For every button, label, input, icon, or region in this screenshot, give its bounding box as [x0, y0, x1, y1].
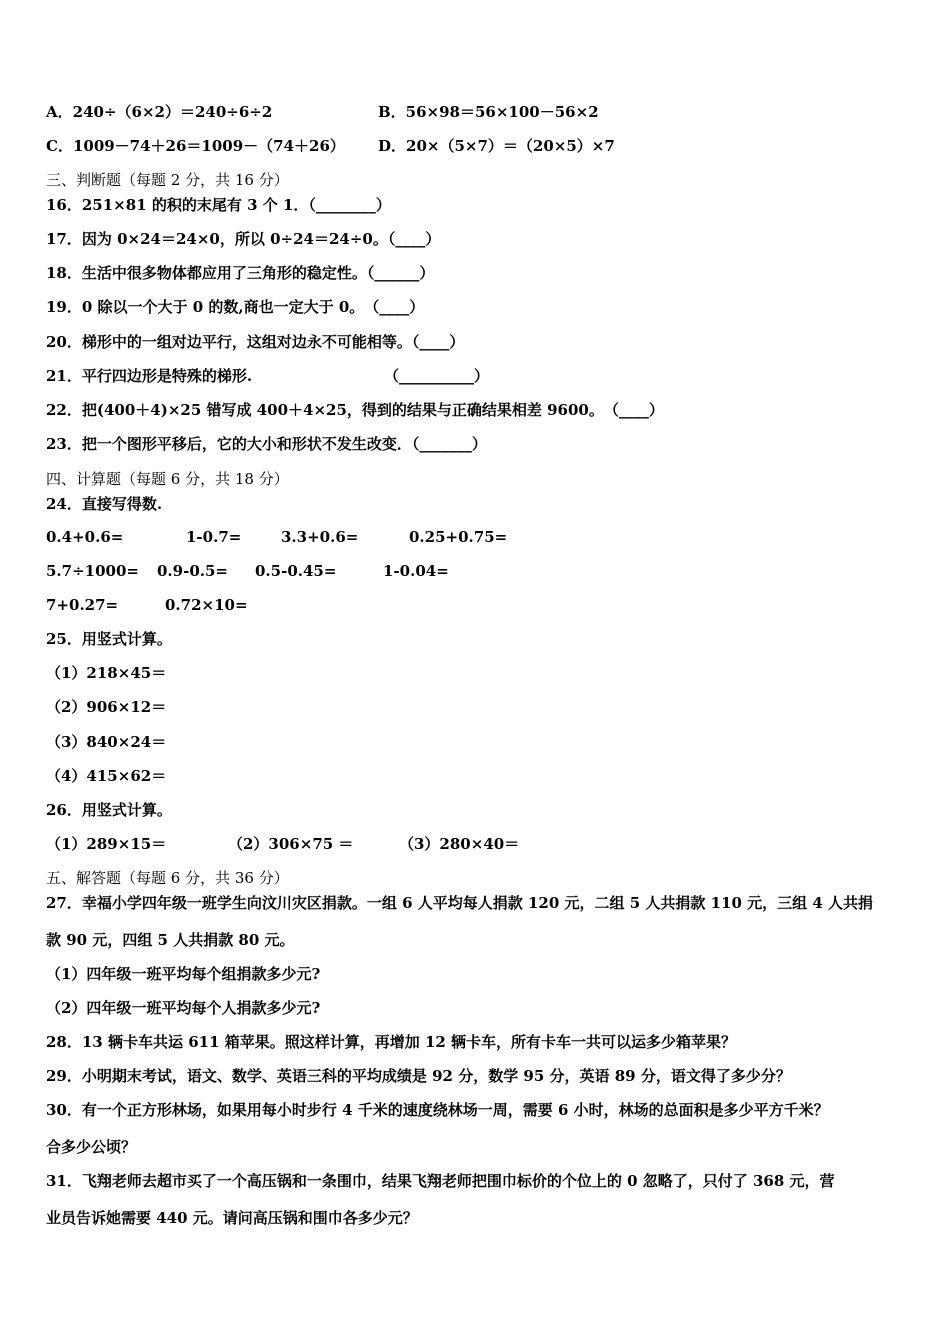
question-20: 20．梯形中的一组对边平行，这组对边永不可能相等。（____）: [46, 333, 465, 351]
q25-item-4: （4）415×62＝: [46, 767, 167, 785]
q25-item-3: （3）840×24＝: [46, 733, 167, 751]
calc-item: 0.72×10=: [165, 596, 248, 614]
question-28: 28．13 辆卡车共运 611 箱苹果。照这样计算，再增加 12 辆卡车，所有卡车一共可以运多少箱苹果？: [46, 1033, 737, 1051]
question-24: 24．直接写得数.: [46, 495, 163, 513]
q26-item-1: （1）289×15＝: [46, 835, 167, 853]
q27-sub-1: （1）四年级一班平均每个组捐款多少元?: [46, 965, 321, 983]
question-23: 23．把一个图形平移后，它的大小和形状不发生改变．（_______）: [46, 435, 487, 453]
calc-item: 5.7÷1000=: [46, 562, 139, 580]
q26-item-2: （2）306×75 ＝: [228, 835, 354, 853]
question-21: 21．平行四边形是特殊的梯形.: [46, 367, 253, 385]
section-3-title: 三、判断题（每题 2 分，共 16 分）: [46, 171, 289, 189]
question-30-line-2: 合多少公顷？: [46, 1138, 137, 1156]
section-4-title: 四、计算题（每题 6 分，共 18 分）: [46, 470, 289, 488]
question-21-blank: （__________）: [384, 367, 490, 385]
calc-item: 1-0.04=: [383, 562, 449, 580]
calc-item: 0.5-0.45=: [255, 562, 337, 580]
question-26: 26．用竖式计算。: [46, 801, 172, 819]
question-18: 18．生活中很多物体都应用了三角形的稳定性。（______）: [46, 264, 435, 282]
choice-b: B．56×98＝56×100－56×2: [378, 103, 599, 121]
calc-item: 3.3+0.6=: [281, 528, 359, 546]
q26-item-3: （3）280×40＝: [399, 835, 520, 853]
calc-item: 0.9-0.5=: [157, 562, 228, 580]
calc-item: 0.25+0.75=: [409, 528, 508, 546]
question-31-line-2: 业员告诉她需要 440 元。请问高压锅和围巾各多少元？: [46, 1209, 418, 1227]
question-22: 22．把(400＋4)×25 错写成 400＋4×25，得到的结果与正确结果相差 9600。 （____）: [46, 401, 664, 419]
q25-item-1: （1）218×45＝: [46, 664, 167, 682]
question-27-line-2: 款 90 元，四组 5 人共捐款 80 元。: [46, 931, 295, 949]
question-29: 29．小明期末考试，语文、数学、英语三科的平均成绩是 92 分，数学 95 分，英语 89 分，语文得了多少分？: [46, 1067, 791, 1085]
calc-item: 7+0.27=: [46, 596, 119, 614]
q27-sub-2: （2）四年级一班平均每个人捐款多少元?: [46, 999, 321, 1017]
q25-item-2: （2）906×12＝: [46, 698, 167, 716]
question-19: 19．0 除以一个大于 0 的数,商也一定大于 0。 （____）: [46, 298, 425, 316]
calc-item: 0.4+0.6=: [46, 528, 124, 546]
section-5-title: 五、解答题（每题 6 分，共 36 分）: [46, 869, 289, 887]
question-25: 25．用竖式计算。: [46, 630, 172, 648]
choice-a: A．240÷（6×2）＝240÷6÷2: [46, 103, 273, 121]
choice-c: C．1009－74＋26＝1009－（74＋26）: [46, 137, 345, 155]
question-31-line-1: 31．飞翔老师去超市买了一个高压锅和一条围巾，结果飞翔老师把围巾标价的个位上的 0 忽略了，只付了 368 元，营: [46, 1172, 835, 1190]
question-16: 16．251×81 的积的末尾有 3 个 1．（________）: [46, 196, 391, 214]
choice-d: D．20×（5×7）＝（20×5）×7: [378, 137, 615, 155]
question-17: 17．因为 0×24＝24×0，所以 0÷24＝24÷0。（____）: [46, 230, 441, 248]
question-30-line-1: 30．有一个正方形林场，如果用每小时步行 4 千米的速度绕林场一周，需要 6 小时，林场的总面积是多少平方千米？: [46, 1101, 829, 1119]
calc-item: 1-0.7=: [186, 528, 242, 546]
question-27-line-1: 27．幸福小学四年级一班学生向汶川灾区捐款。一组 6 人平均每人捐款 120 元，二组 5 人共捐款 110 元，三组 4 人共捐: [46, 894, 874, 912]
